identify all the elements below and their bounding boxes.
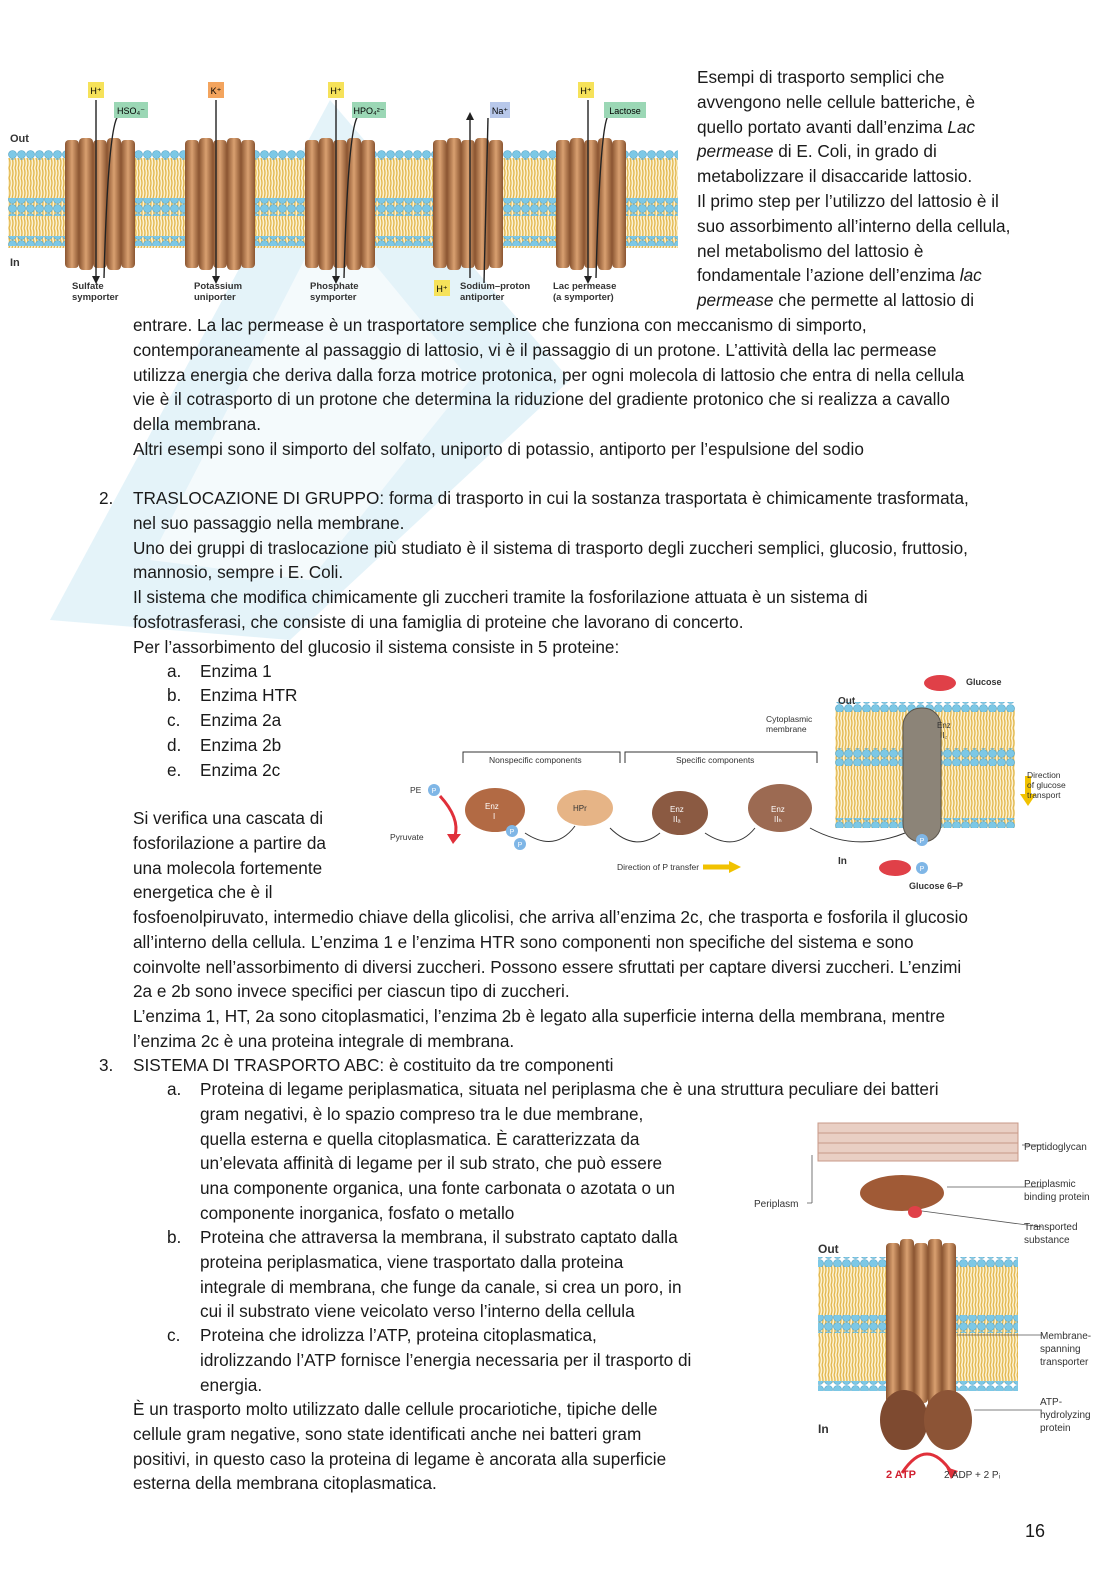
out-label: Out [838, 696, 856, 707]
transporter-4-shape [433, 138, 503, 270]
text-line: avvengono nelle cellule batteriche, è [697, 91, 976, 112]
text-line: fosfotrasferasi, che consiste di una famiglia di proteine che lavorano di concerto. [133, 611, 744, 632]
text-fragment: fondamentale l’azione dell’enzima [697, 265, 960, 286]
nonspecific-label: Nonspecific components [489, 755, 582, 765]
enzyme-1-sub: I [493, 812, 496, 821]
section-3-item-b [200, 1225, 760, 1324]
transporter-name: Sulfate [72, 281, 104, 292]
binding-protein-shape [860, 1175, 944, 1211]
membrane-transporter-shape [886, 1239, 956, 1407]
text-line: È un trasporto molto utilizzato dalle cellule procariotiche, tipiche delle [133, 1399, 658, 1419]
direction-label: transport [1027, 790, 1061, 800]
atp-protein-label: protein [1040, 1423, 1071, 1434]
transporter-sub: (a symporter) [553, 292, 614, 303]
transporter-sub: uniporter [194, 292, 236, 303]
italic-word: lac [959, 265, 982, 286]
text-line: mannosio, sempre i E. Coli. [133, 562, 344, 583]
text-line: una componente organica, una fonte carbonata o azotata o un [200, 1178, 675, 1199]
enzyme-2a-sub: IIₐ [673, 815, 681, 824]
specific-label: Specific components [676, 755, 755, 765]
periplasm-label: Periplasm [754, 1199, 799, 1210]
text-line: L’enzima 1, HT, 2a sono citoplasmatici, l’enzima 2b è legato alla superficie interna della membrana, mentre [133, 1006, 946, 1027]
list-marker: e. [167, 760, 182, 780]
glucose-label: Glucose [966, 677, 1002, 687]
atp-label: 2 ATP [886, 1469, 916, 1481]
peptidoglycan-label: Peptidoglycan [1024, 1142, 1087, 1153]
text-line [697, 115, 1097, 140]
out-label: Out [10, 133, 29, 145]
text-line: cellule gram negative, sono state identificati anche nei batteri gram [133, 1423, 642, 1444]
text-line: Proteina che attraversa la membrana, il substrato captato dalla [200, 1227, 678, 1247]
enzyme-2b-sub: IIₕ [774, 815, 782, 824]
intro-right-column [697, 65, 1097, 313]
text-line: Uno dei gruppi di traslocazione più studiato è il sistema di trasporto degli zuccheri semplici, glucosio, fruttosio, [133, 537, 968, 558]
in-label: In [818, 1422, 829, 1436]
transporter-5-shape [556, 138, 626, 270]
transporter-name: Potassium [194, 281, 243, 292]
text-line: l’enzima 2c è una proteina integrale di membrana. [133, 1030, 515, 1051]
direction-label: Direction [1027, 770, 1061, 780]
section-2-side-text [133, 806, 383, 905]
section-2-text [133, 486, 1093, 660]
transporter-1-shape [65, 138, 135, 270]
in-label: In [10, 257, 20, 269]
out-label: Out [818, 1242, 839, 1256]
text-fragment: quello portato avanti dall’enzima [697, 116, 948, 137]
adp-label: 2 ADP + 2 Pᵢ [944, 1470, 1001, 1481]
transporter-3-shape [305, 138, 375, 270]
text-line: quella esterna e quella citoplasmatica. È caratterizzata da [200, 1128, 640, 1149]
text-line: utilizza energia che deriva dalla forza motrice protonica, per ogni molecola di lattosio che entra di nella cellula [133, 364, 965, 385]
p-label: P [509, 829, 515, 836]
text-line: una molecola fortemente [133, 857, 323, 878]
enzyme-2b-label: Enz [771, 805, 785, 814]
italic-word: Lac [947, 116, 976, 137]
text-line: un’elevata affinità di legame per il sub strato, che può essere [200, 1153, 663, 1174]
text-line: suo assorbimento all’interno della cellula, [697, 215, 1011, 236]
ion-label: Lactose [609, 106, 641, 116]
membrane-label: membrane [766, 724, 807, 734]
list-marker: b. [167, 1227, 182, 1247]
glucose-shape [924, 675, 956, 691]
enz-2c-sub: II꜀ [940, 731, 948, 740]
list-item: Enzima 2c [200, 760, 281, 780]
text-line: della membrana. [133, 414, 262, 435]
list-marker: d. [167, 735, 182, 755]
text-line [697, 263, 1097, 288]
ion-label: HSO₄⁻ [117, 106, 145, 116]
atp-protein-shape [880, 1390, 928, 1450]
ion-label: H⁺ [580, 86, 592, 96]
text-line: Proteina che idrolizza l’ATP, proteina citoplasmatica, [200, 1325, 597, 1345]
transporter-label: spanning [1040, 1344, 1081, 1355]
enzyme-2a-label: Enz [670, 805, 684, 814]
text-fragment: di E. Coli, in grado di [773, 141, 937, 162]
p-label: P [517, 842, 523, 849]
section-3-item-c [200, 1323, 760, 1397]
ion-label: Na⁺ [491, 106, 509, 116]
italic-word: permease [697, 141, 774, 162]
text-line: all’interno della cellula. L’enzima 1 e l’enzima HTR sono componenti non specifiche del sistema e sono [133, 931, 914, 952]
substance-label: substance [1024, 1235, 1070, 1246]
enzyme-2c-shape [903, 708, 941, 842]
text-line: entrare. La lac permease è un trasportatore semplice che funziona con meccanismo di simporto, [133, 315, 867, 335]
substance-shape [908, 1206, 922, 1218]
text-line: positivi, in questo caso la proteina di legame è ancorata alla superficie [133, 1448, 667, 1469]
intro-continuation [133, 313, 1093, 462]
text-line: contemporaneamente al passaggio di lattosio, vi è il passaggio di un protone. L’attività della lac permease [133, 339, 937, 360]
text-line: cui il substrato viene veicolato verso l’interno della cellula [200, 1301, 635, 1322]
transporter-name: Lac permease [553, 281, 617, 292]
text-line: fosfoenolpiruvato, intermedio chiave della glicolisi, che arriva all’enzima 2c, che trasporta e fosforila il glucosio [133, 907, 968, 927]
figure-transporters [8, 78, 688, 310]
text-line: Per l’assorbimento del glucosio il sistema consiste in 5 proteine: [133, 636, 620, 657]
in-label: In [838, 856, 847, 867]
text-line: TRASLOCAZIONE DI GRUPPO: forma di trasporto in cui la sostanza trasportata è chimicamente trasformata, [133, 488, 969, 508]
substance-label: Transported [1024, 1222, 1078, 1233]
text-line: fosforilazione a partire da [133, 832, 326, 853]
text-line: nel metabolismo del lattosio è [697, 240, 924, 261]
ion-label: H⁺ [330, 86, 342, 96]
glucose-6p-label: Glucose 6–P [909, 881, 964, 891]
transporter-label: Membrane- [1040, 1331, 1092, 1342]
glucose-6p-shape [879, 860, 911, 876]
enzyme-1-label: Enz [485, 802, 499, 811]
italic-word: permease [697, 290, 774, 311]
list-item: Enzima 2b [200, 735, 282, 755]
text-line: Proteina di legame periplasmatica, situata nel periplasma che è una struttura peculiare dei batteri [200, 1079, 939, 1099]
direction-p-label: Direction of P transfer [617, 862, 700, 872]
text-line: proteina periplasmatica, viene trasportato dalla proteina [200, 1251, 624, 1272]
cytoplasmic-label: Cytoplasmic [766, 714, 813, 724]
text-line: 2a e 2b sono invece specifici per ciascun tipo di zuccheri. [133, 981, 570, 1002]
text-line: Esempi di trasporto semplici che [697, 67, 945, 87]
figure-abc-transporter [752, 1115, 1104, 1487]
list-marker: c. [167, 1325, 181, 1345]
list-marker: b. [167, 685, 182, 705]
atp-protein-label: hydrolyzing [1040, 1410, 1091, 1421]
ion-label: K⁺ [210, 86, 222, 96]
text-line: metabolizzare il disaccaride lattosio. [697, 166, 973, 187]
direction-label: of glucose [1027, 780, 1066, 790]
text-line [697, 139, 1097, 164]
text-line: Il sistema che modifica chimicamente gli zuccheri tramite la fosforilazione attuata è un sistema di [133, 587, 868, 608]
p-label: P [919, 838, 925, 845]
list-item: Enzima HTR [200, 685, 298, 705]
figure-phosphotransferase [385, 668, 1095, 898]
text-line: coinvolte nell’assorbimento di diversi zuccheri. Possono essere sfruttati per captare diversi zuccheri. L’enzimi [133, 956, 962, 977]
section-3-title: SISTEMA DI TRASPORTO ABC: è costituito da tre componenti [133, 1055, 614, 1075]
hpr-label: HPr [573, 804, 587, 813]
ion-label-bottom: H⁺ [436, 284, 448, 294]
text-line: gram negativi, è lo spazio compreso tra le due membrane, [200, 1103, 644, 1124]
transporter-sub: antiporter [460, 292, 505, 303]
text-line: Il primo step per l’utilizzo del lattosio è il [697, 190, 999, 211]
transporter-sub: symporter [72, 292, 119, 303]
text-line: vie è il cotrasporto di un protone che determina la riduzione del gradiente protonico che si realizza a cavallo [133, 389, 950, 410]
binding-protein-label: Periplasmic [1024, 1179, 1076, 1190]
section-3-tail [133, 1397, 753, 1496]
text-line: Altri esempi sono il simporto del solfato, uniporto di potassio, antiporto per l’espulsione del sodio [133, 438, 864, 459]
p-label: P [431, 788, 437, 795]
transporter-sub: symporter [310, 292, 357, 303]
text-line: nel suo passaggio nella membrane. [133, 512, 405, 533]
ion-label: HPO₄²⁻ [353, 106, 385, 116]
enz-2c-label: Enz [937, 721, 951, 730]
text-line: energetica che è il [133, 882, 273, 903]
section-2-continuation [133, 905, 1093, 1054]
text-line: Si verifica una cascata di [133, 808, 324, 828]
text-line: integrale di membrana, che funge da canale, si crea un poro, in [200, 1276, 682, 1297]
text-line: esterna della membrana citoplasmatica. [133, 1473, 437, 1494]
text-line: energia. [200, 1374, 263, 1395]
list-item: Enzima 2a [200, 710, 282, 730]
transporter-name: Phosphate [310, 281, 359, 292]
transporter-2-shape [185, 138, 255, 270]
page-number: 16 [1025, 1521, 1046, 1541]
list-marker: c. [167, 710, 181, 730]
binding-protein-label: binding protein [1024, 1192, 1090, 1203]
transporter-label: transporter [1040, 1357, 1089, 1368]
text-line [697, 288, 1097, 313]
text-line: componente inorganica, fosfato o metallo [200, 1202, 515, 1223]
list-marker: a. [167, 1079, 182, 1099]
ion-label: H⁺ [90, 86, 102, 96]
list-item: Enzima 1 [200, 661, 272, 681]
p-label: P [919, 866, 925, 873]
text-fragment: che permette al lattosio di [773, 290, 975, 311]
section-2-marker: 2. [99, 488, 114, 508]
pyruvate-label: Pyruvate [390, 832, 424, 842]
list-marker: a. [167, 661, 182, 681]
text-line: idrolizzando l’ATP fornisce l’energia necessaria per il trasporto di [200, 1349, 692, 1370]
pe-label: PE [410, 785, 422, 795]
section-3-marker: 3. [99, 1055, 114, 1075]
atp-protein-label: ATP- [1040, 1397, 1063, 1408]
transporter-name: Sodium–proton [460, 281, 531, 292]
